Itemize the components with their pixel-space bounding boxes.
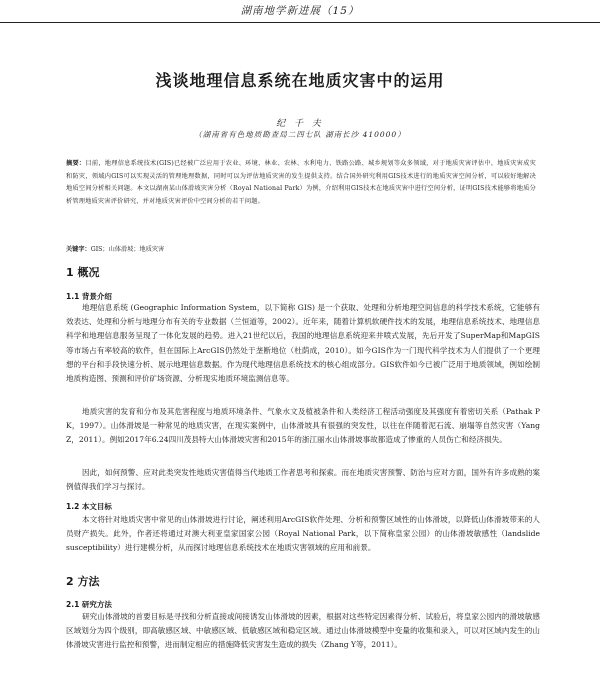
paragraph-background-3: 因此，如何预警、应对此类突发性地质灾害值得当代地质工作者思考和探索。而在地质灾害预警、防治与应对方面，国外有许多成熟的案例值得我们学习与探讨。: [66, 468, 540, 492]
subsection-heading-research-method: 2.1 研究方法: [66, 600, 112, 609]
subsection-heading-background: 1.1 背景介绍: [66, 292, 112, 301]
abstract-label: 摘要：: [66, 160, 86, 167]
keywords: [66, 244, 536, 256]
paragraph-background-1: 地理信息系统 (Geographic Information System，以下简称 GIS) 是一个获取、处理和分析地理空间信息的科学技术系统，它能够有效表达、处理和分析与地理分布有关的专业数据（兰恒道等，2002）。近年来，随着计算机软硬件技术的发展，地理信息系统技术、地理信息科学和地理信息服务呈现了一体化发展的趋势。进入21世纪以后，我国的地理信息系统迎来井喷式发展，先后开发了SuperMap和MapGIS等市场占有率较高的软件，但在国际上ArcGIS仍然处于垄断地位（杜荫成，2010）。如今GIS作为一门现代科学技术为人们提供了一个更理想的平台和手段快速分析、展示地理信息数据。作为现代地理信息系统技术的核心组成部分。GIS软件如今已被广泛用于地质领域，例如绘制地质构造图、预测和评价矿场资源、分析现实地质环境监测信息等。: [66, 303, 540, 384]
author-affiliation: （湖南省有色地质勘查局二四七队 湖南长沙 410000）: [194, 130, 406, 139]
author-name: 纪 千 夫: [276, 119, 324, 129]
keywords-text: GIS；山体滑坡；地质灾害: [90, 246, 165, 253]
paragraph-goal-1: 本文将针对地质灾害中常见的山体滑坡进行讨论，阐述利用ArcGIS软件处理、分析和预警区域性的山体滑坡，以降低山体滑坡带来的人员财产损失。此外，作者还将通过对澳大利亚皇家国家公园（Royal National Park，以下简称皇家公园）的山体滑坡敏感性（landslide susceptibility）进行建模分析，从而探讨地理信息系统技术在地质灾害领域的应用和前景。: [66, 515, 540, 553]
abstract-text: 目前，地理信息系统技术(GIS)已经被广泛应用于农业、环境、林业、农林、水利电力、铁路公路、城乡规划等众多领域，对于地质灾害评估中，地质灾害成灾和防灾，领域内GIS可以实现灵活的管理地理数据，同时可以为评估地质灾害的发生提供支持。结合国外研究利用GIS技术进行的地质灾害空间分析，可以较好地解决地质空间分析相关问题。本文以湖南某山体滑坡灾害分析（Royal National Park）为例，介绍利用GIS技术在地质灾害中进行空间分析，证明GIS技术能够将地质分析管理地质灾害评价研究，并对地质灾害评价中空间分析的若干问题。: [66, 160, 536, 205]
section-heading-method: 2 方法: [66, 575, 100, 588]
abstract: [66, 158, 536, 208]
running-head: 湖南地学新进展（15）: [0, 0, 600, 23]
article-title: 浅谈地理信息系统在地质灾害中的运用: [155, 71, 445, 90]
paragraph-background-2: 地质灾害的发育和分布及其危害程度与地质环境条件、气象水文及植被条件和人类经济工程活动强度及其强度有着密切关系（Pathak P K，1997）。山体滑坡是一种常见的地质灾害，在现实案例中，山体滑坡具有很强的突发性，以往在伴随着泥石流、崩塌等自然灾害（Yang Z，2011）。例如2017年6.24四川茂县特大山体滑坡灾害和2015年的浙江丽水山体滑坡事故都造成了惨重的人员伤亡和经济损失。: [66, 407, 540, 445]
subsection-heading-goal: 1.2 本文目标: [66, 502, 112, 511]
section-heading-overview: 1 概况: [66, 266, 100, 279]
keywords-label: 关键字：: [66, 246, 91, 253]
paragraph-method-1: 研究山体滑坡的首要目标是寻找和分析直接或间接诱发山体滑坡的因素，根据对这些特定因素得分析、试验后，将皇家公园内的滑坡敏感区域划分为四个级别，即高敏感区域、中敏感区域、低敏感区域和稳定区域。通过山体滑坡模型中变量的收集和录入，可以对区域内发生的山体滑坡灾害进行监控和预警，进而制定相应的措施降低灾害发生造成的损失（Zhang Y等，2011）。: [66, 612, 540, 650]
